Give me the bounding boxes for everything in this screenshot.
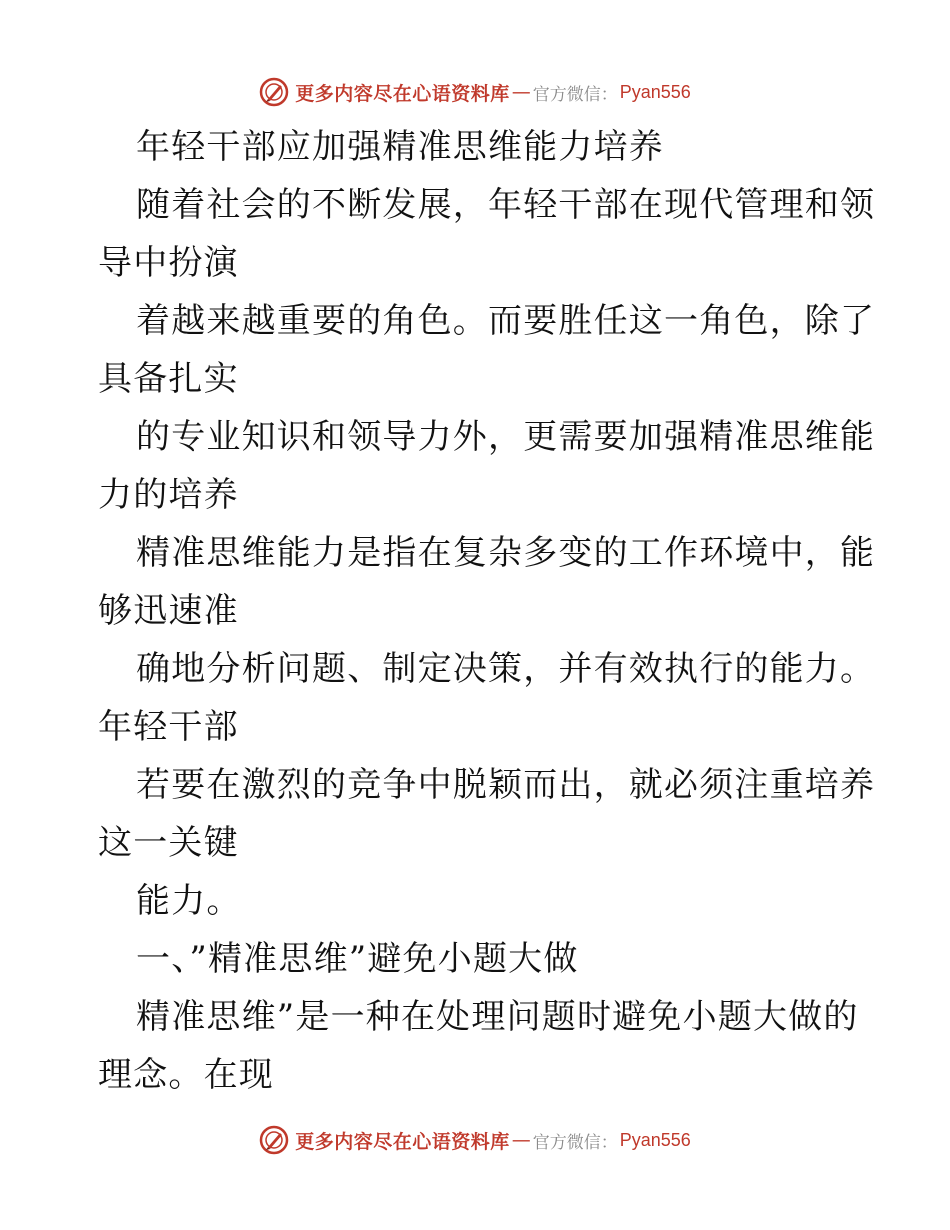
fountain-pen-logo-icon <box>259 1125 289 1155</box>
header-banner <box>0 72 950 112</box>
text-line: 理念。在现 <box>98 1055 274 1095</box>
banner-slogan: 更多内容尽在心语资料库 <box>295 82 510 105</box>
text-line: 确地分析问题、制定决策，并有效执行的能力。 <box>136 649 876 689</box>
text-line: 够迅速准 <box>98 591 239 631</box>
footer-banner <box>0 1120 950 1160</box>
text-line: 具备扎实 <box>98 359 239 399</box>
banner-contact-label: 官方微信： <box>532 84 618 105</box>
text-line: 着越来越重要的角色。而要胜任这一角色，除了 <box>136 301 876 341</box>
fountain-pen-logo-icon <box>259 77 289 107</box>
document-title: 年轻干部应加强精准思维能力培养 <box>136 127 664 167</box>
text-line: 年轻干部 <box>98 707 239 747</box>
banner-contact-label: 官方微信： <box>532 1132 618 1153</box>
banner-dash: — <box>511 1129 531 1151</box>
text-line: 精准思维能力是指在复杂多变的工作环境中，能 <box>136 533 876 573</box>
text-line: 精准思维”是一种在处理问题时避免小题大做的 <box>136 997 859 1037</box>
text-line: 若要在激烈的竞争中脱颖而出，就必须注重培养 <box>136 765 876 805</box>
text-line: 力的培养 <box>98 475 239 515</box>
text-line: 这一关键 <box>98 823 239 863</box>
banner-slogan: 更多内容尽在心语资料库 <box>295 1130 510 1153</box>
text-line: 随着社会的不断发展，年轻干部在现代管理和领 <box>136 185 876 225</box>
section-heading: 一、”精准思维”避免小题大做 <box>136 939 579 979</box>
text-line: 能力。 <box>136 881 242 921</box>
banner-contact-id: Pyan556 <box>619 1129 691 1150</box>
document-body <box>98 118 876 1104</box>
text-line: 导中扮演 <box>98 243 239 283</box>
banner-contact-id: Pyan556 <box>619 81 691 102</box>
banner-dash: — <box>511 81 531 103</box>
text-line: 的专业知识和领导力外，更需要加强精准思维能 <box>136 417 876 457</box>
